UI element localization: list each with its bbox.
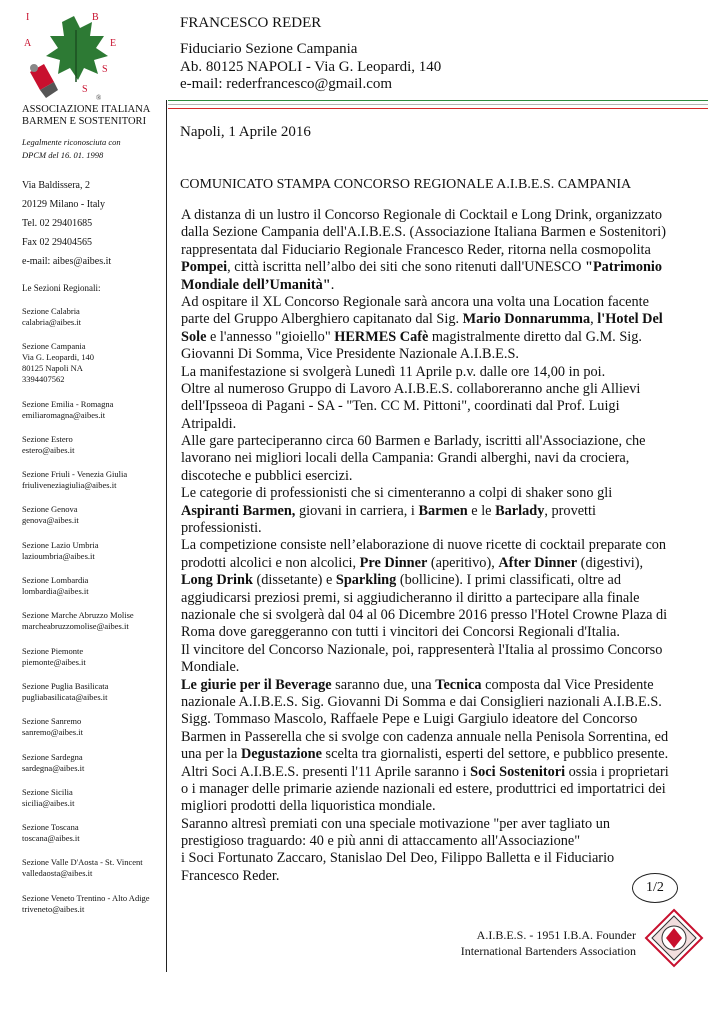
bold-text: Pompei [181,259,228,276]
section-entry [22,434,167,456]
body-text: ossia i proprietari [565,763,669,780]
body-text: Mondiale. [181,659,240,676]
section-name: Sezione Sardegna [22,751,83,762]
body-text: prodotti alcolici e non alcolici, [181,554,360,571]
address-email: e-mail: aibes@aibes.it [22,256,112,267]
body-line [181,450,701,467]
body-line [181,746,701,763]
body-line [181,537,701,554]
section-detail: marcheabruzzomolise@aibes.it [22,621,129,632]
body-line [181,694,701,711]
section-entry [22,610,167,632]
body-line [181,433,701,450]
section-detail: sanremo@aibes.it [22,727,83,738]
section-name: Sezione Veneto Trentino - Alto Adige [22,892,150,903]
body-text: A distanza di un lustro il Concorso Regionale di Cocktail e Long Drink, organizzato [181,207,662,223]
section-detail: Via G. Leopardi, 140 [22,352,94,363]
body-line [181,850,701,867]
body-text: Giovanni Di Somma, Vice Presidente Nazionale A.I.B.E.S. [181,346,519,363]
body-line [181,572,701,589]
sections-list [22,306,167,928]
letter-date: Napoli, 1 Aprile 2016 [180,124,311,140]
bold-text: Mondiale dell’Umanità" [181,276,331,293]
section-entry [22,893,167,915]
section-name: Sezione Marche Abruzzo Molise [22,610,134,621]
header-stripes [168,100,708,112]
body-line [181,311,701,328]
body-line [181,555,701,572]
bold-text: Aspiranti Barmen, [181,502,296,519]
body-line [181,798,701,815]
body-line [181,729,701,746]
body-line [181,381,701,398]
section-name: Sezione Calabria [22,306,80,316]
footer-text: A.I.B.E.S. - 1951 I.B.A. Founder International Bartenders Association [460,928,636,958]
body-line [181,294,701,311]
body-text: Il vincitore del Concorso Nazionale, poi, rappresenterà l'Italia al prossimo Concorso [181,641,663,658]
bold-text: Mario Donnarumma [462,311,591,328]
body-line [181,833,701,850]
body-text: e le [467,502,496,519]
section-entry [22,306,167,328]
sender-details: Fiduciario Sezione Campania Ab. 80125 NAPOLI - Via G. Leopardi, 140 e-mail: rederfrancesco@gmail.com [180,41,442,92]
section-entry [22,822,167,844]
body-text: . [330,276,335,293]
address-tel: Tel. 02 29401685 [22,218,93,229]
body-text: dell'Ipsseoa di Pagani - SA - "Ten. CC M. Pittoni", coordinati dal Prof. Luigi [181,398,620,415]
svg-text:B: B [92,12,99,23]
bold-text: l'Hotel Del [597,311,663,328]
section-detail: lazioumbria@aibes.it [22,550,95,561]
regions-title: Le Sezioni Regionali: [22,283,101,293]
body-text: Le categorie di professionisti che si cimenteranno a colpi di shaker sono gli [181,485,613,502]
section-name: Sezione Lazio Umbria [22,539,99,550]
body-text: giovani in carriera, i [295,502,419,519]
body-text: Atripaldi. [181,415,237,432]
body-line [181,659,701,676]
svg-text:S: S [102,64,108,75]
section-name: Sezione Campania [22,341,86,352]
bold-text: Degustazione [240,746,322,763]
body-line [181,224,701,241]
body-text: parte del Gruppo Alberghiero capitanato dal Sig. [181,311,463,328]
body-line [181,624,701,641]
body-text: Oltre al numeroso Gruppo di Lavoro A.I.B.E.S. collaboreranno anche gli Allievi [181,380,641,397]
section-entry [22,681,167,703]
section-detail: estero@aibes.it [22,444,75,455]
body-text: Ad ospitare il XL Concorso Regionale sarà ancora una volta una Location facente [181,293,649,310]
body-line [181,485,701,502]
section-entry [22,540,167,562]
bold-text: Tecnica [435,676,482,693]
bold-text: Le giurie per il Beverage [181,676,332,693]
bold-text: Sparkling [335,572,397,589]
body-text: (digestivi), [577,554,644,571]
svg-text:E: E [110,38,117,49]
body-text: (aperitivo), [427,554,499,571]
section-detail: genova@aibes.it [22,515,79,526]
svg-text:®: ® [96,94,102,102]
section-detail: friuliveneziagiulia@aibes.it [22,480,117,491]
section-entry [22,504,167,526]
section-detail: piemonte@aibes.it [22,656,86,667]
body-line [181,242,701,259]
aibes-logo [22,10,122,102]
body-text: Sigg. Tommaso Mascolo, Raffaele Pepe e Luigi Gargiulo ideatore del Concorso [181,711,638,728]
body-line [181,816,701,833]
section-detail: sardegna@aibes.it [22,762,85,773]
association-name: ASSOCIAZIONE ITALIANA BARMEN E SOSTENITORI [22,104,151,127]
svg-text:S: S [82,84,88,95]
section-name: Sezione Puglia Basilicata [22,680,109,691]
body-text: una per la [181,746,241,763]
body-text: Saranno altresì premiati con una speciale motivazione "per aver tagliato un [181,815,611,832]
body-line [181,868,701,885]
section-name: Sezione Toscana [22,822,79,833]
body-text: , [590,311,598,328]
body-text: saranno due, una [331,676,436,693]
address-fax: Fax 02 29404565 [22,237,92,248]
body-line [181,259,701,276]
page-number: 1/2 [632,873,678,903]
section-entry [22,575,167,597]
letter-subject: COMUNICATO STAMPA CONCORSO REGIONALE A.I.B.E.S. CAMPANIA [180,177,632,192]
section-detail: 80125 Napoli NA [22,363,83,374]
body-line [181,677,701,694]
bold-text: Sole [181,328,207,345]
section-name: Sezione Lombardia [22,575,89,586]
body-line [181,364,701,381]
body-line [181,590,701,607]
body-text: , città iscritta nell’albo dei siti che sono ritenuti dall'UNESCO [227,259,586,276]
body-line [181,520,701,537]
letter-body [181,207,701,885]
bold-text: Pre Dinner [359,554,428,571]
shaker-icon [30,64,58,98]
section-name: Sezione Friuli - Venezia Giulia [22,469,128,480]
bold-text: After Dinner [498,554,578,571]
body-text: Alle gare parteciperanno circa 60 Barmen e Barlady, iscritti all'Associazione, che [181,433,646,450]
body-line [181,607,701,624]
bold-text: Long Drink [181,572,253,589]
body-text: e l'annesso "gioiello" [206,328,335,345]
iba-emblem-icon [646,910,702,966]
body-line [181,346,701,363]
body-line [181,416,701,433]
leaf-icon [46,16,108,82]
body-text: lavorano nei migliori locali della Campania: Grandi alberghi, navi da crociera, [181,450,630,467]
bold-text: Barmen [418,502,468,519]
body-text: migliori prodotti della liquoristica mondiale. [181,798,436,815]
section-name: Sezione Piemonte [22,645,84,656]
svg-text:A: A [24,38,32,49]
body-line [181,781,701,798]
body-text: magistralmente diretto dal G.M. Sig. [428,328,642,345]
section-detail: pugliabasilicata@aibes.it [22,691,108,702]
body-text: Barmen in Passerella che si svolge con cadenza annuale nella Penisola Sorrentina, ed [181,728,669,745]
bold-text: "Patrimonio [585,259,663,276]
section-name: Sezione Sicilia [22,786,73,797]
section-entry [22,857,167,879]
sender-name: FRANCESCO REDER [180,15,322,31]
section-detail: lombardia@aibes.it [22,586,89,597]
body-text: La manifestazione si svolgerà Lunedì 11 Aprile p.v. dalle ore 14,00 in poi. [181,363,606,380]
address-city: 20129 Milano - Italy [22,199,106,210]
iba-logo [644,908,704,968]
section-entry [22,399,167,421]
section-detail: calabria@aibes.it [22,317,82,327]
bold-text: HERMES Cafè [334,328,429,345]
section-entry [22,646,167,668]
section-detail: emiliaromagna@aibes.it [22,409,106,420]
sidebar-divider [166,100,167,972]
body-text: Francesco Reder. [181,867,280,884]
body-line [181,277,701,294]
body-text: composta dal Vice Presidente [481,676,654,693]
body-line [181,642,701,659]
body-text: nazionale che si svolgerà dal 04 al 06 Dicembre 2016 presso l'Hotel Crowne Plaza di [181,606,668,623]
body-line [181,503,701,520]
body-line [181,329,701,346]
section-detail: toscana@aibes.it [22,833,80,844]
section-entry [22,469,167,491]
body-text: Roma dove gareggeranno con tutti i vincitori dei Concorsi Regionali d'Italia. [181,624,620,641]
body-text: professionisti. [181,520,262,537]
bold-text: Soci Sostenitori [470,763,566,780]
body-text: rappresentata dal Fiduciario Regionale Francesco Reder, ritorna nella cosmopolita [181,241,651,258]
body-line [181,711,701,728]
section-detail: sicilia@aibes.it [22,797,75,808]
body-text: La competizione consiste nell’elaborazione di nuove ricette di cocktail preparate con [181,537,667,554]
body-text: , provetti [544,502,596,519]
body-text: (bollicine). I primi classificati, oltre ad [396,572,621,589]
body-text: o i manager delle primarie aziende nazionali ed estere, produttrici ed importatrici dei [181,780,666,797]
body-line [181,764,701,781]
body-line [181,207,701,224]
section-name: Sezione Sanremo [22,716,82,727]
svg-text:I: I [26,12,30,23]
section-name: Sezione Emilia - Romagna [22,398,114,409]
section-detail: triveneto@aibes.it [22,903,85,914]
section-entry [22,752,167,774]
body-text: nazionale A.I.B.E.S. Sig. Giovanni Di Somma e dai Consiglieri nazionali A.I.B.E.S. [181,693,662,710]
section-entry [22,787,167,809]
body-text: (dissetante) e [252,572,336,589]
body-text: Altri Soci A.I.B.E.S. presenti l'11 Aprile saranno i [181,763,471,780]
bold-text: Barlady [495,502,545,519]
section-name: Sezione Valle D'Aosta - St. Vincent [22,857,143,868]
body-text: i Soci Fortunato Zaccaro, Stanislao Del Deo, Filippo Balletta e il Fiduciario [181,850,615,867]
section-detail: valledaosta@aibes.it [22,868,93,879]
body-text: aggiudicarsi preziosi premi, si aggiudicheranno il diritto a partecipare alla finale [181,589,640,606]
body-text: dalla Sezione Campania dell'A.I.B.E.S. (Associazione Italiana Barmen e Sostenitori) [181,224,666,241]
section-entry [22,716,167,738]
section-detail: 3394407562 [22,374,65,385]
section-entry [22,341,167,385]
body-line [181,398,701,415]
body-line [181,468,701,485]
body-text: discoteche e pubblici esercizi. [181,467,353,484]
legal-note: Legalmente riconosciuta con DPCM del 16. 01. 1998 [22,137,121,160]
body-text: prestigioso traguardo: 40 e più anni di attaccamento all'Associazione" [181,833,581,850]
section-name: Sezione Genova [22,504,78,515]
address-street: Via Baldissera, 2 [22,180,90,191]
section-name: Sezione Estero [22,433,73,444]
body-text: scelta tra giornalisti, esperti del settore, e pubblico presente. [321,746,669,763]
